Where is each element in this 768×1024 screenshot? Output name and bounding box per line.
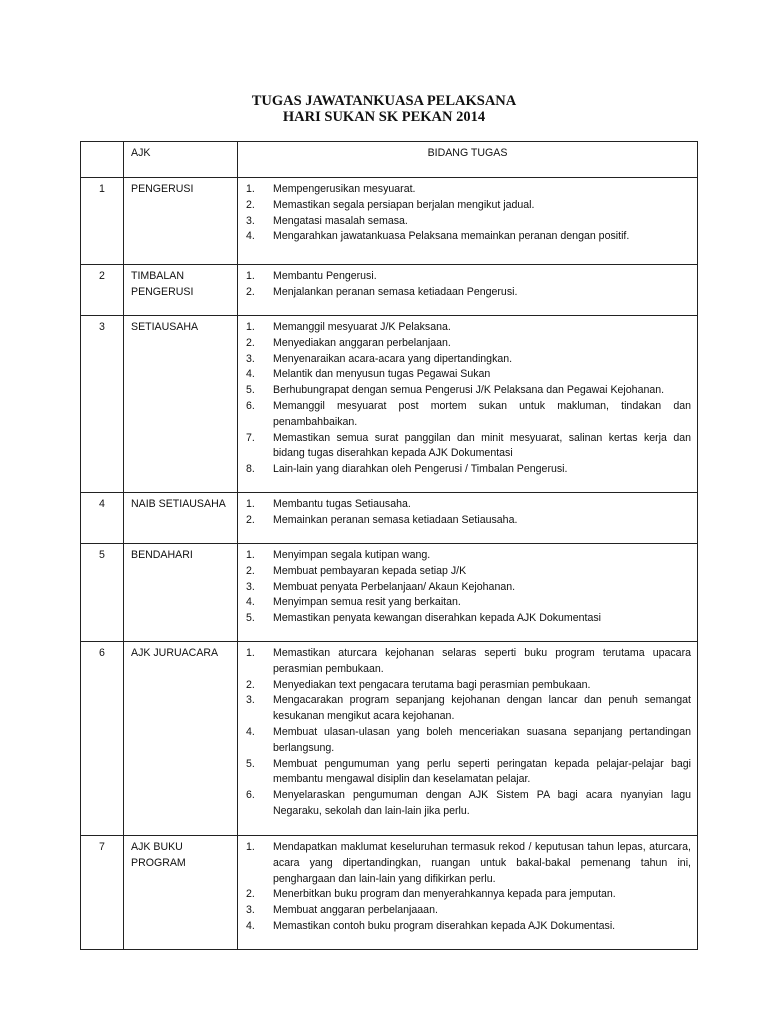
task-item-number: 3.	[246, 904, 255, 917]
task-item-number: 2.	[246, 198, 255, 211]
task-item	[244, 320, 691, 336]
task-item-text: Mempengerusikan mesyuarat.	[273, 183, 416, 195]
task-item	[244, 919, 691, 935]
task-item-text: Memastikan semua surat panggilan dan minit mesyuarat, salinan kertas kerja dan bidang tugas diserahkan kepada AJK Dokumentasi	[273, 431, 691, 460]
row-number: 4	[81, 493, 124, 544]
task-item-number: 2.	[246, 564, 255, 577]
task-list-cell	[238, 316, 698, 493]
task-item-number: 5.	[246, 757, 255, 770]
row-number: 3	[81, 316, 124, 493]
table-row	[81, 316, 698, 493]
task-list-cell	[238, 836, 698, 950]
task-item-text: Memastikan segala persiapan berjalan mengikut jadual.	[273, 198, 535, 211]
ajk-role: PENGERUSI	[124, 178, 238, 265]
task-item	[244, 611, 691, 627]
task-item-number: 3.	[246, 580, 255, 593]
task-item	[244, 548, 691, 564]
task-list-cell	[238, 544, 698, 642]
table-row	[81, 836, 698, 950]
task-item	[244, 352, 691, 368]
task-list	[244, 840, 691, 935]
task-list	[244, 548, 691, 627]
document-title: TUGAS JAWATANKUASA PELAKSANA	[251, 93, 517, 109]
task-item-text: Memastikan aturcara kejohanan selaras seperti buku program terutama upacara perasmian pembukaan.	[273, 647, 691, 675]
task-item-number: 4.	[246, 596, 255, 609]
task-item-number: 2.	[246, 888, 255, 901]
task-item-text: Membuat anggaran perbelanjaaan.	[273, 904, 438, 917]
task-item-number: 1.	[246, 270, 255, 282]
task-list-cell	[238, 493, 698, 544]
task-item-number: 4.	[246, 368, 255, 381]
task-item-text: Menjalankan peranan semasa ketiadaan Pengerusi.	[273, 285, 518, 298]
task-item	[244, 462, 691, 478]
task-item	[244, 725, 691, 757]
task-item-text: Membuat pembayaran kepada setiap J/K	[273, 564, 467, 577]
task-item-number: 5.	[246, 384, 255, 397]
task-item-text: Menyediakan text pengacara terutama bagi perasmian pembukaan.	[273, 678, 591, 691]
task-item-text: Membuat pengumuman yang perlu seperti peringatan kepada pelajar-pelajar bagi membantu mengawal disiplin dan keselamatan pelajar.	[273, 757, 691, 786]
task-item-text: Lain-lain yang diarahkan oleh Pengerusi / Timbalan Pengerusi.	[273, 463, 568, 476]
task-item-number: 3.	[246, 694, 255, 707]
ajk-role: SETIAUSAHA	[124, 316, 238, 493]
task-item	[244, 580, 691, 596]
task-item	[244, 564, 691, 580]
task-item	[244, 646, 691, 678]
task-item-number: 1.	[246, 498, 255, 510]
task-item	[244, 367, 691, 383]
task-item	[244, 399, 691, 431]
task-item-text: Memanggil mesyuarat J/K Pelaksana.	[273, 321, 451, 333]
task-item	[244, 693, 691, 725]
duty-table	[80, 141, 698, 950]
ajk-role: BENDAHARI	[124, 544, 238, 642]
task-item-number: 8.	[246, 463, 255, 476]
task-item	[244, 431, 691, 463]
header-no-cell	[81, 142, 124, 178]
task-item-text: Membantu tugas Setiausaha.	[273, 498, 411, 510]
task-item-text: Memanggil mesyuarat post mortem sukan untuk makluman, tindakan dan penambahbaikan.	[273, 399, 691, 428]
task-item-number: 5.	[246, 612, 255, 625]
task-item-text: Mengacarakan program sepanjang kejohanan dengan lancar dan penuh semangat kesukanan mengikut acara kejohanan.	[273, 694, 691, 723]
table-row	[81, 544, 698, 642]
task-item-number: 2.	[246, 336, 255, 349]
task-item-text: Memastikan penyata kewangan diserahkan kepada AJK Dokumentasi	[273, 612, 602, 625]
task-item	[244, 497, 691, 513]
task-item	[244, 214, 691, 230]
task-item-number: 7.	[246, 431, 255, 444]
task-list	[244, 320, 691, 478]
task-item-number: 1.	[246, 321, 255, 333]
header-bidang-tugas: BIDANG TUGAS	[238, 142, 698, 178]
task-item-number: 1.	[246, 841, 255, 853]
task-list	[244, 497, 691, 529]
task-list	[244, 182, 691, 245]
task-item-text: Mendapatkan maklumat keseluruhan termasuk rekod / keputusan tahun lepas, aturcara, acara yang dipertandingkan, ruangan untuk bakal-bakal pemenang tahun ini, penghargaan dan lain-lain yang difikirkan perlu.	[273, 841, 691, 885]
table-row	[81, 178, 698, 265]
task-item-text: Membuat ulasan-ulasan yang boleh menceriakan suasana sepanjang pertandingan berlangsung.	[273, 725, 691, 754]
table-row	[81, 642, 698, 836]
task-item	[244, 336, 691, 352]
task-item	[244, 513, 691, 529]
row-number: 5	[81, 544, 124, 642]
row-number: 1	[81, 178, 124, 265]
row-number: 7	[81, 836, 124, 950]
task-list-cell	[238, 642, 698, 836]
task-item-number: 3.	[246, 214, 255, 227]
task-list-cell	[238, 178, 698, 265]
task-list	[244, 269, 691, 301]
task-item	[244, 903, 691, 919]
task-item	[244, 285, 691, 301]
task-item-text: Mengatasi masalah semasa.	[273, 214, 408, 227]
ajk-role: TIMBALAN PENGERUSI	[124, 265, 238, 316]
task-item	[244, 383, 691, 399]
row-number: 6	[81, 642, 124, 836]
table-row	[81, 265, 698, 316]
task-item-text: Menyimpan semua resit yang berkaitan.	[273, 596, 461, 609]
ajk-role: NAIB SETIAUSAHA	[124, 493, 238, 544]
task-item	[244, 788, 691, 820]
row-number: 2	[81, 265, 124, 316]
task-item	[244, 198, 691, 214]
task-item	[244, 757, 691, 789]
header-ajk: AJK	[124, 142, 238, 178]
task-item-number: 2.	[246, 678, 255, 691]
task-item-text: Memastikan contoh buku program diserahkan kepada AJK Dokumentasi.	[273, 919, 616, 932]
ajk-role: AJK BUKU PROGRAM	[124, 836, 238, 950]
task-item-text: Menyimpan segala kutipan wang.	[273, 549, 431, 561]
task-item-text: Mengarahkan jawatankuasa Pelaksana memainkan peranan dengan positif.	[273, 230, 630, 243]
task-item-text: Berhubungrapat dengan semua Pengerusi J/K Pelaksana dan Pegawai Kejohanan.	[273, 384, 665, 397]
task-item-number: 6.	[246, 399, 255, 412]
task-item	[244, 887, 691, 903]
task-item	[244, 840, 691, 887]
task-item-text: Melantik dan menyusun tugas Pegawai Sukan	[273, 368, 491, 381]
task-item	[244, 595, 691, 611]
task-item-number: 4.	[246, 725, 255, 738]
task-item	[244, 229, 691, 245]
task-item	[244, 182, 691, 198]
task-item-number: 2.	[246, 285, 255, 298]
task-list	[244, 646, 691, 820]
task-item-number: 3.	[246, 352, 255, 365]
task-item-text: Membantu Pengerusi.	[273, 270, 377, 282]
task-item-text: Memainkan peranan semasa ketiadaan Setiausaha.	[273, 513, 518, 526]
task-item-number: 1.	[246, 647, 255, 659]
ajk-role: AJK JURUACARA	[124, 642, 238, 836]
task-item-text: Menerbitkan buku program dan menyerahkannya kepada para jemputan.	[273, 888, 616, 901]
table-row	[81, 493, 698, 544]
task-list-cell	[238, 265, 698, 316]
task-item-number: 2.	[246, 513, 255, 526]
task-item-text: Menyelaraskan pengumuman dengan AJK Sistem PA bagi acara nyanyian lagu Negaraku, sekolah dan lain-lain jika perlu.	[273, 789, 691, 817]
task-item-text: Membuat penyata Perbelanjaan/ Akaun Kejohanan.	[273, 580, 516, 593]
table-header-row	[81, 142, 698, 178]
task-item-number: 6.	[246, 789, 255, 802]
task-item-text: Menyediakan anggaran perbelanjaan.	[273, 336, 451, 349]
task-item	[244, 678, 691, 694]
document-subtitle: HARI SUKAN SK PEKAN 2014	[282, 109, 486, 125]
task-item	[244, 269, 691, 285]
task-item-number: 1.	[246, 549, 255, 561]
task-item-number: 4.	[246, 919, 255, 932]
task-item-number: 4.	[246, 230, 255, 243]
task-item-text: Menyenaraikan acara-acara yang dipertandingkan.	[273, 352, 513, 365]
task-item-number: 1.	[246, 183, 255, 195]
